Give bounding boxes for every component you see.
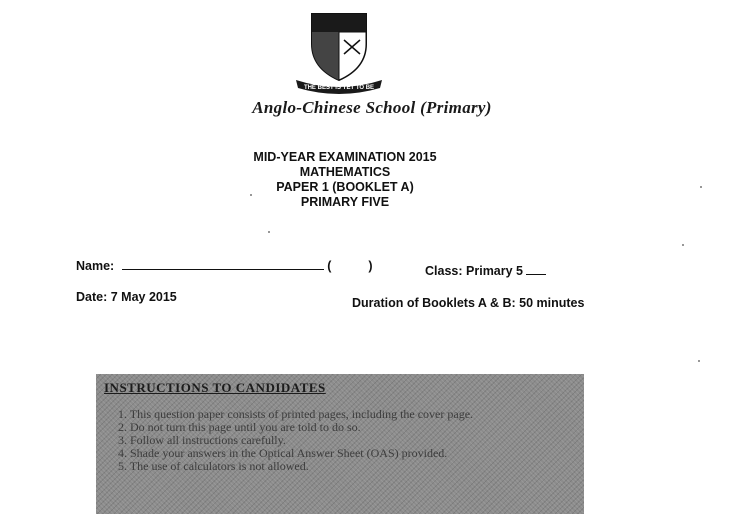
scan-speck [698, 360, 700, 362]
scan-speck [700, 186, 702, 188]
register-number-close-paren: ) [368, 259, 373, 273]
exam-duration: Duration of Booklets A & B: 50 minutes [352, 296, 585, 310]
name-label: Name: [76, 259, 115, 273]
class-row [425, 262, 546, 278]
exam-paper: PAPER 1 (BOOKLET A) [276, 180, 414, 194]
scan-speck [250, 194, 252, 196]
instructions-heading: INSTRUCTIONS TO CANDIDATES [104, 380, 326, 395]
instructions-list [118, 408, 473, 473]
class-field[interactable] [526, 262, 546, 275]
school-crest-icon [292, 10, 386, 94]
scan-speck [682, 244, 684, 246]
name-field[interactable] [122, 257, 324, 270]
instruction-item: 5. The use of calculators is not allowed. [118, 459, 309, 473]
class-label: Class: [425, 264, 463, 278]
instruction-item: 1. This question paper consists of printed pages, including the cover page. [118, 407, 474, 421]
exam-date: Date: 7 May 2015 [76, 290, 177, 304]
name-row [76, 257, 373, 273]
instruction-item: 4. Shade your answers in the Optical Answer Sheet (OAS) provided. [118, 446, 448, 460]
instructions-box [96, 374, 584, 514]
register-number-open-paren: ( [327, 259, 332, 273]
class-value: Primary 5 [466, 264, 523, 278]
exam-title: MID-YEAR EXAMINATION 2015 [253, 150, 437, 164]
exam-subject: MATHEMATICS [299, 165, 391, 179]
instruction-item: 2. Do not turn this page until you are told to do so. [118, 420, 361, 434]
school-name: Anglo-Chinese School (Primary) [252, 98, 492, 117]
scan-speck [268, 231, 270, 233]
crest-motto: THE BEST IS YET TO BE [303, 85, 375, 91]
exam-level: PRIMARY FIVE [300, 195, 390, 209]
exam-title-block [220, 150, 470, 210]
instruction-item: 3. Follow all instructions carefully. [118, 433, 286, 447]
